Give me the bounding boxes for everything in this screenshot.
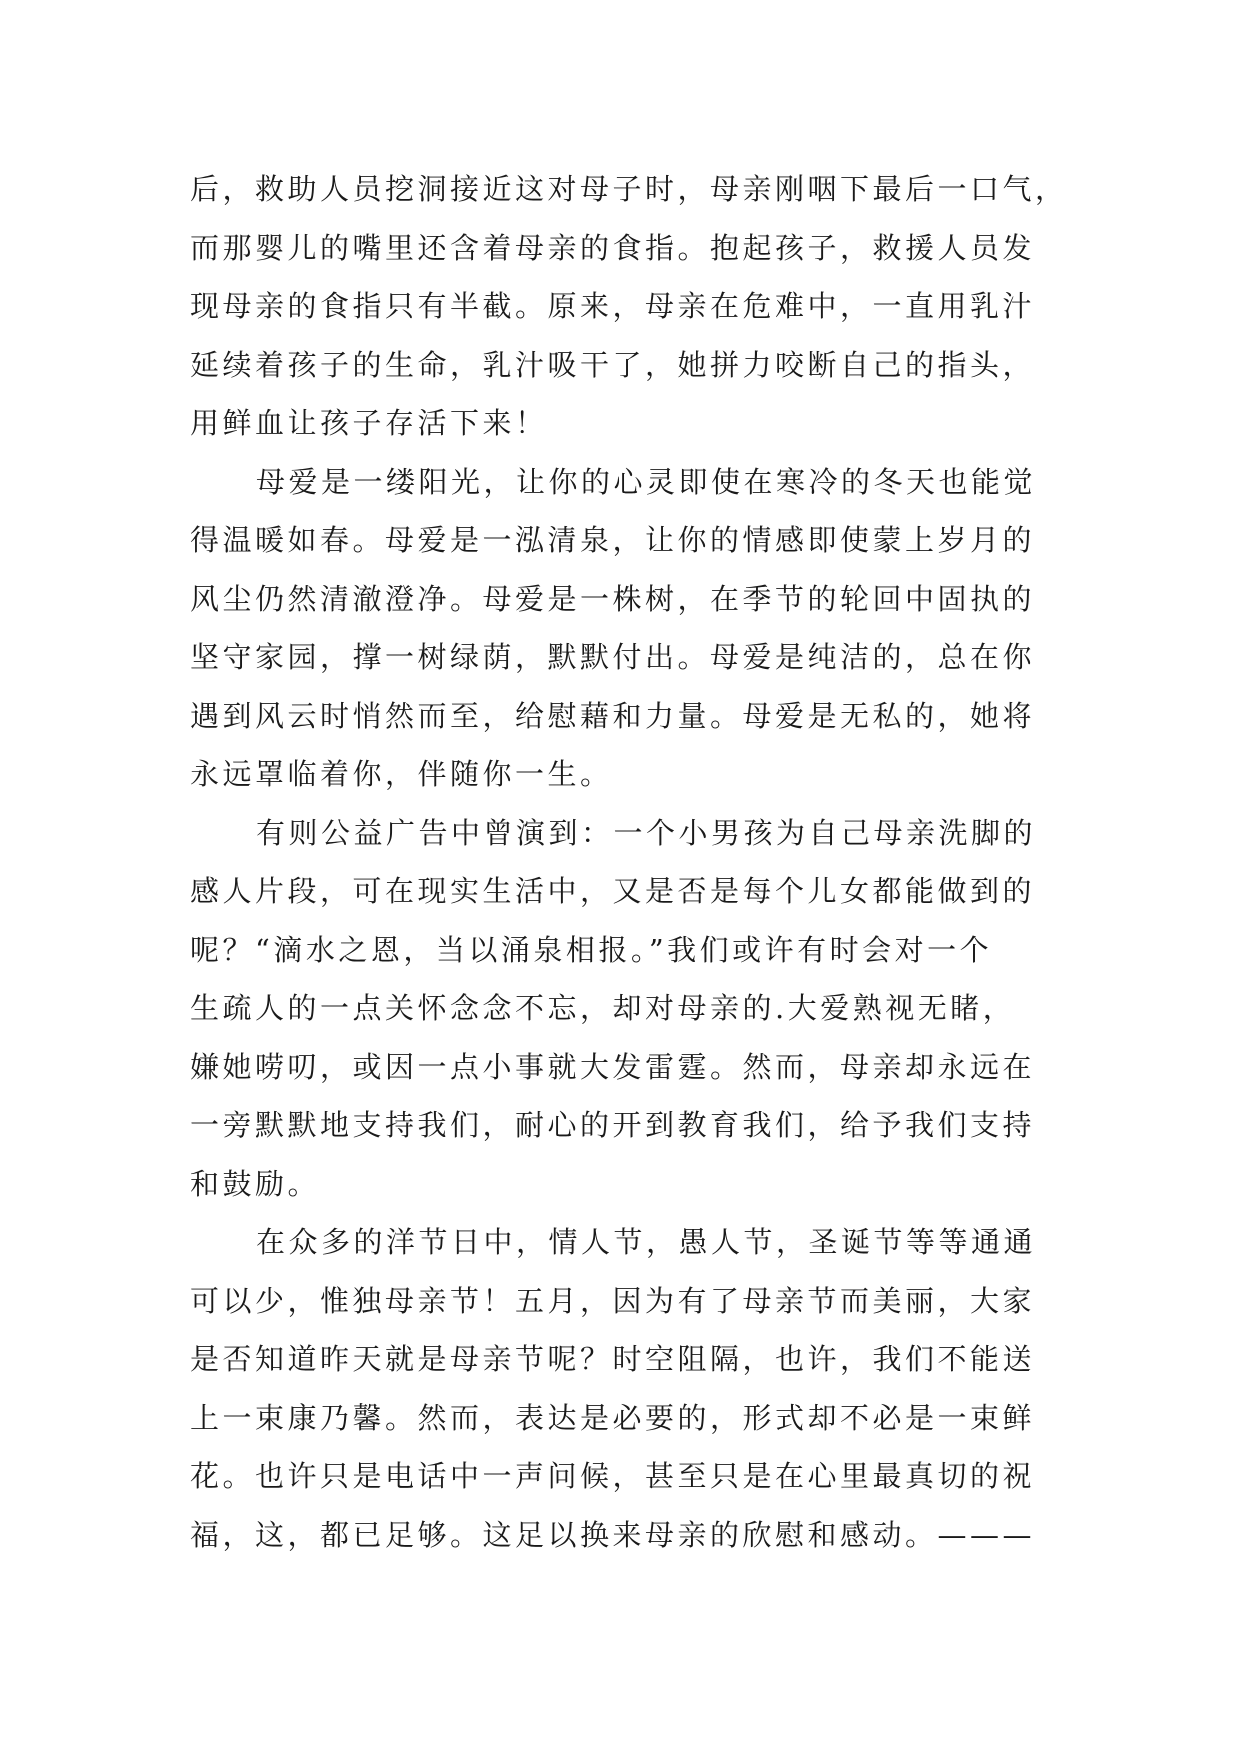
text-line: 后，救助人员挖洞接近这对母子时，母亲刚咽下最后一口气， — [190, 172, 1068, 206]
paragraph-3 — [190, 804, 1060, 1214]
text-line: 在众多的洋节日中，情人节，愚人节，圣诞节等等通通 — [256, 1225, 1037, 1259]
text-line: 遇到风云时悄然而至，给慰藉和力量。母爱是无私的，她将 — [190, 698, 1036, 733]
text-line: 坚守家园，撑一树绿荫，默默付出。母爱是纯洁的，总在你 — [190, 640, 1036, 674]
text-line: 福，这，都已足够。这足以换来母亲的欣慰和感动。——— — [190, 1517, 1036, 1552]
text-line: 有则公益广告中曾演到：一个小男孩为自己母亲洗脚的 — [256, 815, 1037, 850]
text-line: 生疏人的一点关怀念念不忘，却对母亲的.大爱熟视无睹， — [190, 991, 1016, 1025]
text-line: 得温暖如春。母爱是一泓清泉，让你的情感即使蒙上岁月的 — [190, 523, 1036, 557]
text-line: 延续着孩子的生命，乳汁吸干了，她拼力咬断自己的指头， — [190, 347, 1036, 382]
paragraph-1 — [190, 160, 1068, 453]
paragraph-2 — [190, 453, 1060, 804]
paragraph-4 — [190, 1213, 1060, 1564]
text-line: 一旁默默地支持我们，耐心的开到教育我们，给予我们支持 — [190, 1108, 1036, 1142]
text-line: 风尘仍然清澈澄净。母爱是一株树，在季节的轮回中固执的 — [190, 581, 1036, 616]
text-line: 是否知道昨天就是母亲节呢？时空阻隔，也许，我们不能送 — [190, 1342, 1036, 1376]
text-line: 上一束康乃馨。然而，表达是必要的，形式却不必是一束鲜 — [190, 1400, 1036, 1435]
document-body — [190, 160, 1068, 1564]
text-line: 可以少，惟独母亲节！五月，因为有了母亲节而美丽，大家 — [190, 1283, 1036, 1318]
text-line: 感人片段，可在现实生活中，又是否是每个儿女都能做到的 — [190, 874, 1036, 908]
text-line: 现母亲的食指只有半截。原来，母亲在危难中，一直用乳汁 — [190, 289, 1036, 323]
text-line: 永远罩临着你，伴随你一生。 — [190, 757, 613, 791]
text-line: 用鲜血让孩子存活下来！ — [190, 406, 548, 440]
text-line: 而那婴儿的嘴里还含着母亲的食指。抱起孩子，救援人员发 — [190, 230, 1036, 265]
text-line: 呢？“滴水之恩，当以涌泉相报。”我们或许有时会对一个 — [190, 932, 993, 967]
text-line: 花。也许只是电话中一声问候，甚至只是在心里最真切的祝 — [190, 1459, 1036, 1493]
text-line: 和鼓励。 — [190, 1166, 321, 1201]
text-line: 母爱是一缕阳光，让你的心灵即使在寒冷的冬天也能觉 — [256, 464, 1037, 499]
text-line: 嫌她唠叨，或因一点小事就大发雷霆。然而，母亲却永远在 — [190, 1049, 1036, 1084]
